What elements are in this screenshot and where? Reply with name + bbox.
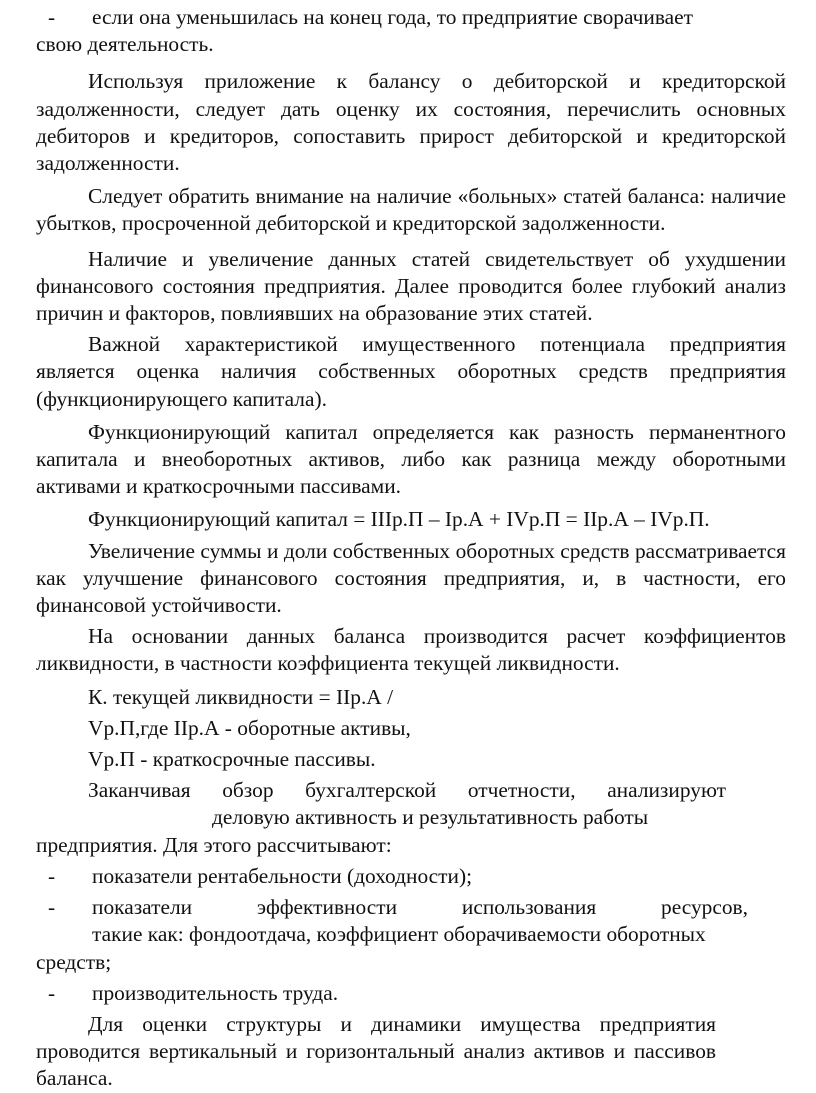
paragraph: На основании данных баланса производится расчет коэффициентов ликвидности, в частности коэффициента текущей ликвидности. xyxy=(36,624,786,676)
list-item-text: если она уменьшилась на конец года, то предприятие сворачивает xyxy=(92,5,693,29)
dash-marker: - xyxy=(48,895,56,920)
list-item-text: показатели рентабельности (доходности); xyxy=(92,863,473,888)
paragraph-line: предприятия. Для этого рассчитывают: xyxy=(36,832,392,857)
list-item-dash xyxy=(36,894,786,921)
paragraph: Следует обратить внимание на наличие «больных» статей баланса: наличие убытков, просроченной дебиторской и кредиторской задолженности. xyxy=(36,184,786,236)
dash-marker: - xyxy=(48,5,56,29)
formula-current-liquidity: К. текущей ликвидности = IIр.А / xyxy=(88,684,394,709)
list-item-text: показатели эффективности использования ресурсов, xyxy=(92,895,748,920)
list-item-dash xyxy=(36,863,786,890)
list-item-continuation: такие как: фондоотдача, коэффициент оборачиваемости оборотных xyxy=(92,922,706,947)
list-item-continuation: средств; xyxy=(36,949,112,974)
dash-marker: - xyxy=(48,863,56,888)
paragraph-continuation: свою деятельность. xyxy=(36,32,214,57)
formula-functioning-capital: Функционирующий капитал = IIIр.П – Iр.А + IVр.П = IIр.А – IVр.П. xyxy=(88,507,710,532)
paragraph: Важной характеристикой имущественного потенциала предприятия является оценка наличия собственных оборотных средств предприятия (функционирующего капитала). xyxy=(36,332,786,411)
list-item-dash xyxy=(36,4,786,31)
paragraph: Наличие и увеличение данных статей свидетельствует об ухудшении финансового состояния предприятия. Далее проводится более глубокий анализ причин и факторов, повлиявших на образование этих статей. xyxy=(36,246,786,326)
document-page xyxy=(36,4,786,1093)
list-item-dash xyxy=(36,980,786,1007)
paragraph-line: деловую активность и результативность работы xyxy=(212,805,649,830)
formula-definition-line: Vр.П - краткосрочные пассивы. xyxy=(88,747,376,772)
paragraph: Увеличение суммы и доли собственных оборотных средств рассматривается как улучшение финансового состояния предприятия, и, в частности, его финансовой устойчивости. xyxy=(36,538,786,618)
paragraph-line: Заканчивая обзор бухгалтерской отчетности, анализируют xyxy=(88,778,726,803)
paragraph: Для оценки структуры и динамики имущества предприятия проводится вертикальный и горизонтальный анализ активов и пассивов баланса. xyxy=(36,1011,716,1091)
list-item-text: производительность труда. xyxy=(92,980,339,1005)
paragraph: Используя приложение к балансу о дебиторской и кредиторской задолженности, следует дать оценку их состояния, перечислить основных дебиторов и кредиторов, сопоставить прирост дебиторской и кредиторской задолженности. xyxy=(36,69,786,176)
formula-definition-line: Vр.П,где IIр.А - оборотные активы, xyxy=(88,715,411,740)
dash-marker: - xyxy=(48,980,56,1005)
paragraph: Функционирующий капитал определяется как разность перманентного капитала и внеоборотных активов, либо как разница между оборотными активами и краткосрочными пассивами. xyxy=(36,419,786,499)
